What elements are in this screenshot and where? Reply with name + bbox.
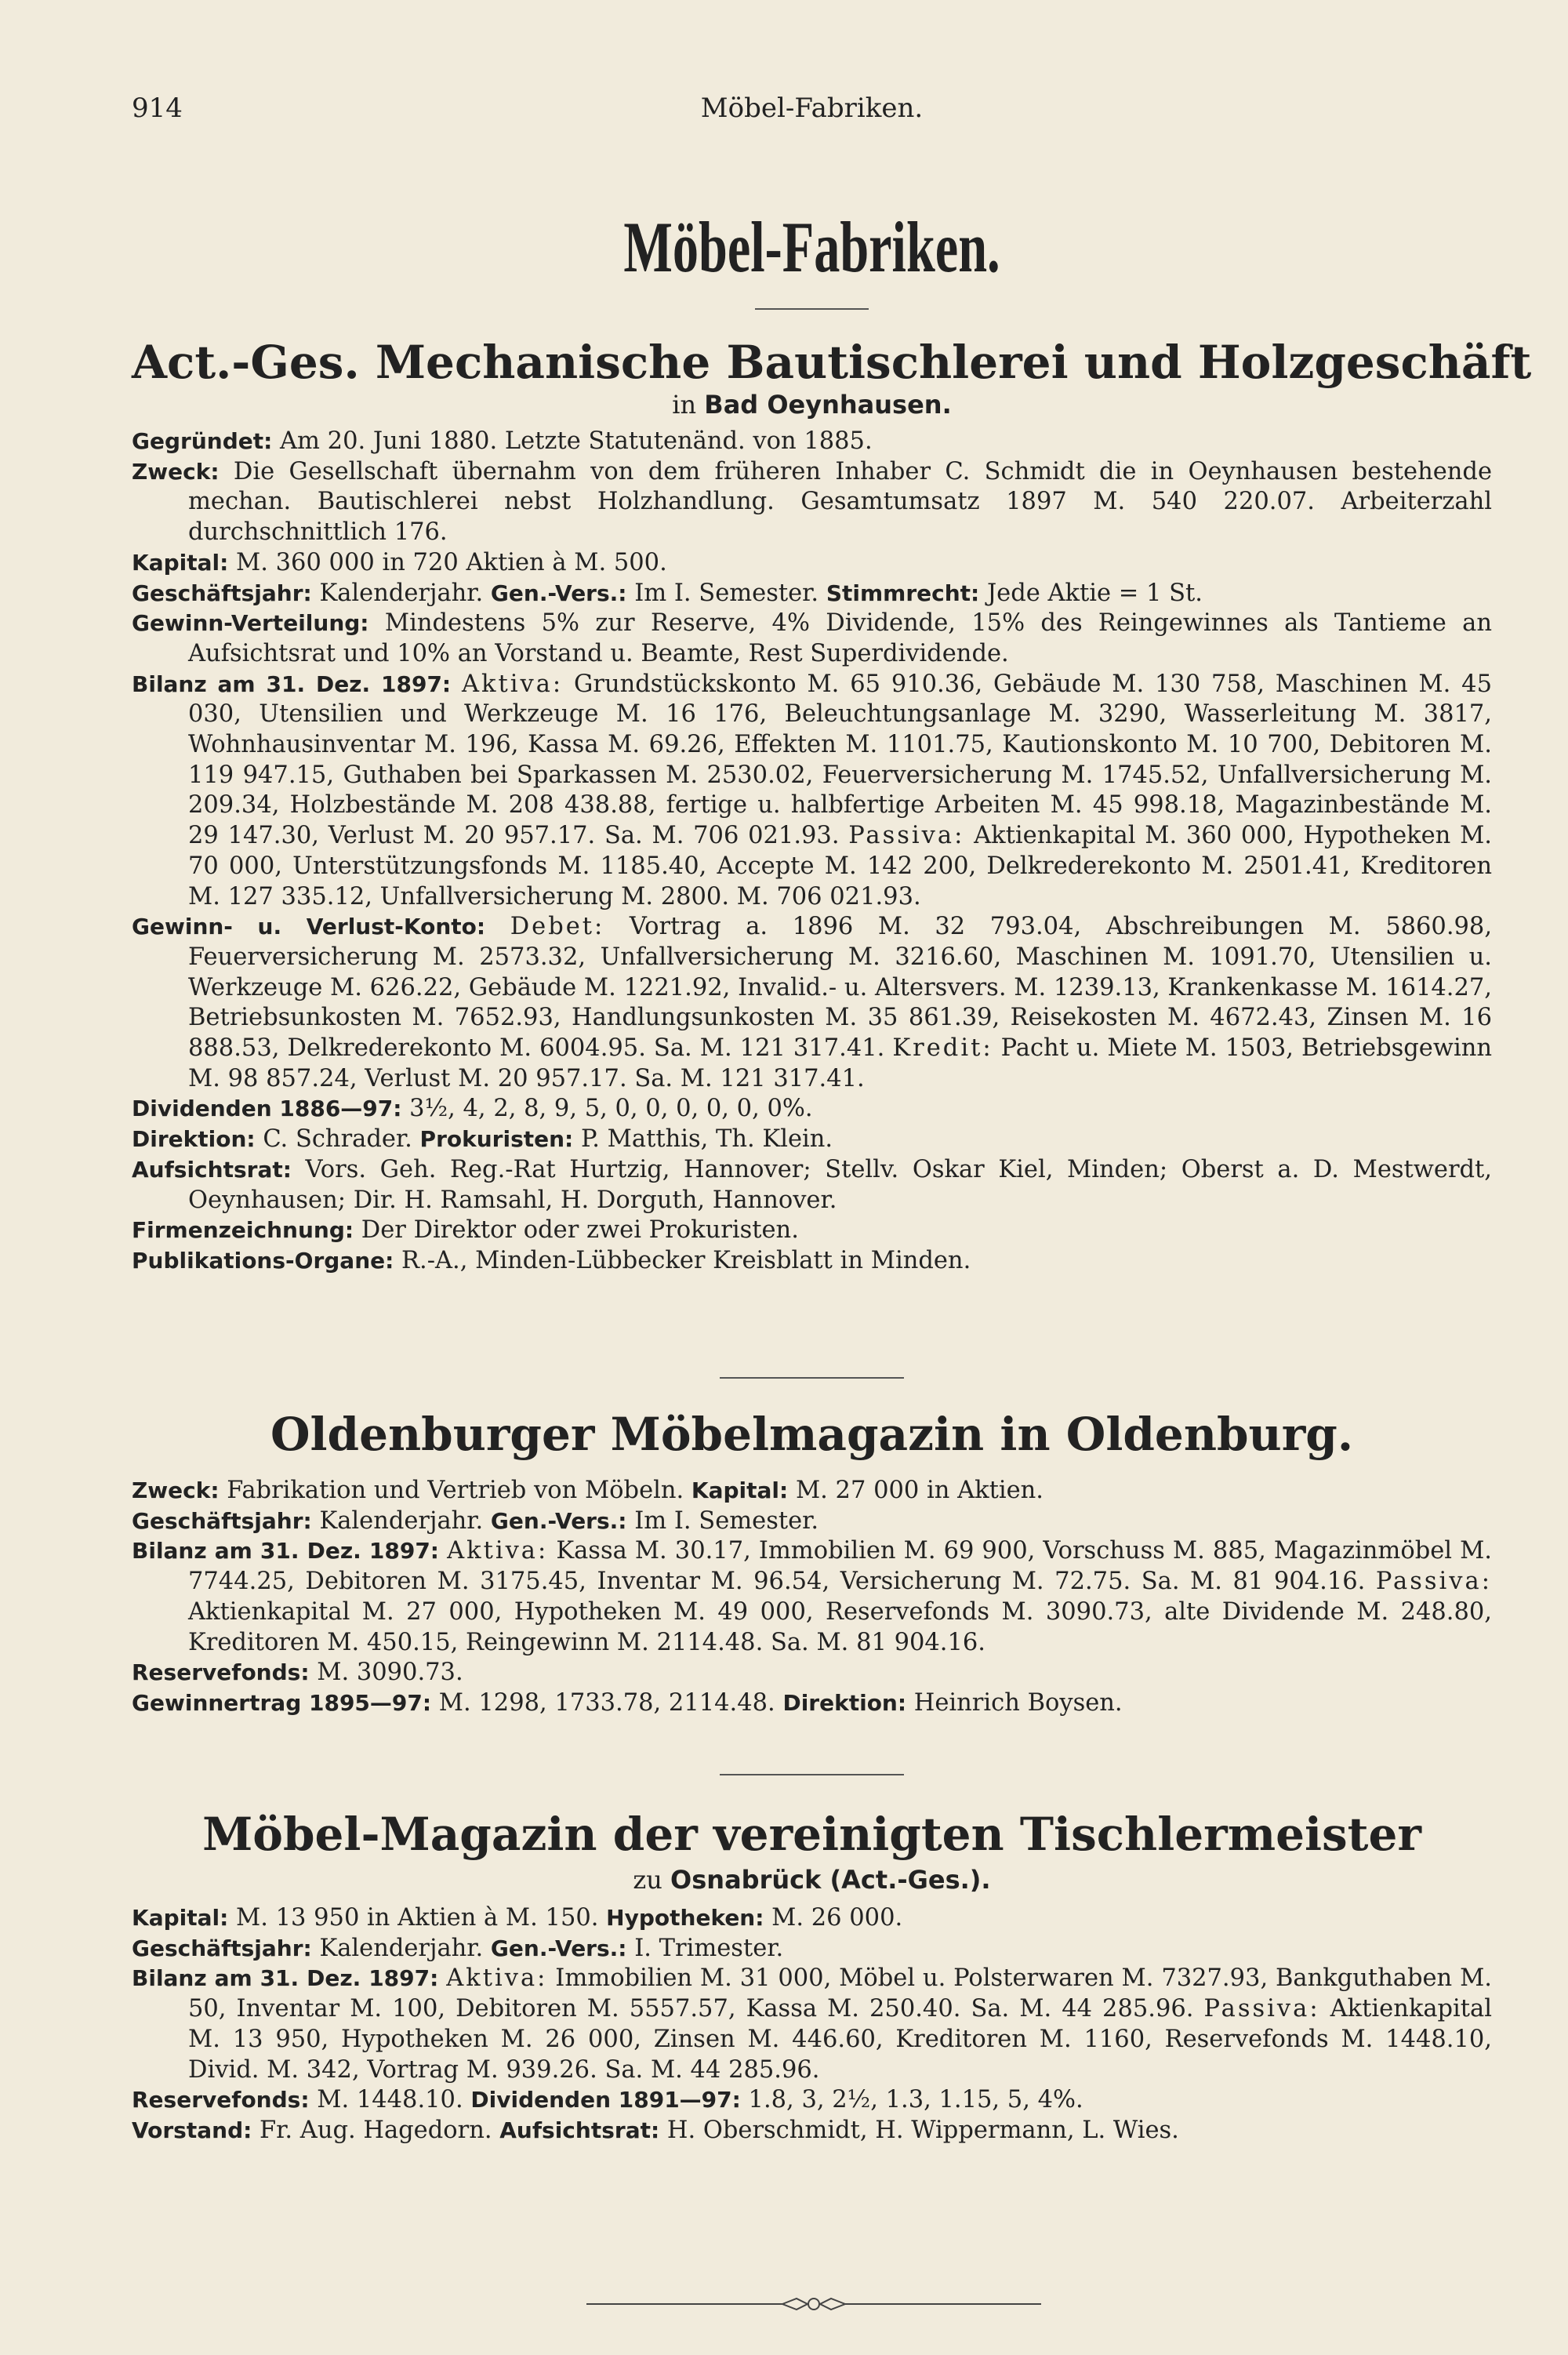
divider	[755, 308, 869, 310]
page-number: 914	[132, 93, 183, 124]
company-entries	[132, 1476, 1492, 1719]
location-prefix: zu	[633, 1865, 662, 1895]
location-name: Osnabrück (Act.-Ges.).	[670, 1865, 991, 1895]
company-title: Act.-Ges. Mechanische Bautischlerei und Holzgeschäft	[132, 336, 1532, 389]
entry-balance: Bilanz am 31. Dez. 1897: Aktiva: Immobilien M. 31 000, Möbel u. Polsterwaren M. 7327.93, Bankguthaben M. 50, Inventar M. 100, Debitoren M. 5557.57, Kassa M. 250.40. Sa. M. 44 285.96. Passiva: Aktienkapital M. 13 950, Hypotheken M. 26 000, Zinsen M. 446.60, Kreditoren M. 1160, Reservefonds M. 1448.10, Divid. M. 342, Vortrag M. 939.26. Sa. M. 44 285.96.	[132, 1964, 1492, 2084]
entry-founded: Gegründet: Am 20. Juni 1880. Letzte Statutenänd. von 1885.	[132, 427, 873, 455]
entry-fiscal-year: Geschäftsjahr: Kalenderjahr. Gen.-Vers.: Im I. Semester.	[132, 1506, 819, 1535]
entry-profit-yield: Gewinnertrag 1895—97: M. 1298, 1733.78, 2114.48. Direktion: Heinrich Boysen.	[132, 1688, 1123, 1717]
entry-balance: Bilanz am 31. Dez. 1897: Aktiva: Kassa M. 30.17, Immobilien M. 69 900, Vorschuss M. 885, Magazinmöbel M. 7744.25, Debitoren M. 3175.45, Inventar M. 96.54, Versicherung M. 72.75. Sa. M. 81 904.16. Passiva: Aktienkapital M. 27 000, Hypotheken M. 49 000, Reservefonds M. 3090.73, alte Dividende M. 248.80, Kreditoren M. 450.15, Reingewinn M. 2114.48. Sa. M. 81 904.16.	[132, 1537, 1493, 1656]
company-title: Möbel-Magazin der vereinigten Tischlermeister	[202, 1808, 1421, 1861]
entry-fiscal-year: Geschäftsjahr: Kalenderjahr. Gen.-Vers.: Im I. Semester. Stimmrecht: Jede Aktie = 1 St.	[132, 579, 1203, 607]
section-title: Möbel-Fabriken.	[623, 207, 1000, 287]
entry-balance: Bilanz am 31. Dez. 1897: Aktiva: Grundstückskonto M. 65 910.36, Gebäude M. 130 758, Maschinen M. 45 030, Utensilien und Werkzeuge M. 16 176, Beleuchtungsanlage M. 3290, Wasserleitung M. 3817, Wohnhausinventar M. 196, Kassa M. 69.26, Effekten M. 1101.75, Kautionskonto M. 10 700, Debitoren M. 119 947.15, Guthaben bei Sparkassen M. 2530.02, Feuerversicherung M. 1745.52, Unfallversicherung M. 209.34, Holzbestände M. 208 438.88, fertige u. halbfertige Arbeiten M. 45 998.18, Magazinbestände M. 29 147.30, Verlust M. 20 957.17. Sa. M. 706 021.93. Passiva: Aktienkapital M. 360 000, Hypotheken M. 70 000, Unterstützungsfonds M. 1185.40, Accepte M. 142 200, Delkrederekonto M. 2501.41, Kreditoren M. 127 335.12, Unfallversicherung M. 2800. M. 706 021.93.	[132, 670, 1492, 910]
entry-reserve-fund: Reservefonds: M. 1448.10. Dividenden 1891—97: 1.8, 3, 2½, 1.3, 1.15, 5, 4%.	[132, 2086, 1083, 2114]
entry-profit-loss: Gewinn- u. Verlust-Konto: Debet: Vortrag a. 1896 M. 32 793.04, Abschreibungen M. 5860.98, Feuerversicherung M. 2573.32, Unfallversicherung M. 3216.60, Maschinen M. 1091.70, Utensilien u. Werkzeuge M. 626.22, Gebäude M. 1221.92, Invalid.- u. Altersvers. M. 1239.13, Krankenkasse M. 1614.27, Betriebsunkosten M. 7652.93, Handlungsunkosten M. 35 861.39, Reisekosten M. 4672.43, Zinsen M. 16 888.53, Delkrederekonto M. 6004.95. Sa. M. 121 317.41. Kredit: Pacht u. Miete M. 1503, Betriebsgewinn M. 98 857.24, Verlust M. 20 957.17. Sa. M. 121 317.41.	[132, 913, 1493, 1092]
running-title: Möbel-Fabriken.	[700, 93, 924, 124]
entry-capital: Kapital: M. 13 950 in Aktien à M. 150. Hypotheken: M. 26 000.	[132, 1904, 903, 1932]
entry-dividends: Dividenden 1886—97: 3½, 4, 2, 8, 9, 5, 0, 0, 0, 0, 0, 0%.	[132, 1095, 813, 1123]
company-title: Oldenburger Möbelmagazin in Oldenburg.	[270, 1408, 1354, 1461]
entry-fiscal-year: Geschäftsjahr: Kalenderjahr. Gen.-Vers.: I. Trimester.	[132, 1934, 784, 1962]
running-header	[132, 93, 1492, 124]
divider	[720, 1774, 904, 1775]
end-ornament-icon	[586, 2292, 1041, 2316]
company-location	[132, 1865, 1492, 1895]
location-name: Bad Oeynhausen.	[704, 390, 952, 420]
entry-capital: Kapital: M. 360 000 in 720 Aktien à M. 500.	[132, 548, 667, 576]
company-entries	[132, 427, 1492, 1277]
entry-reserve-fund: Reservefonds: M. 3090.73.	[132, 1659, 463, 1687]
entry-purpose: Zweck: Die Gesellschaft übernahm von dem früheren Inhaber C. Schmidt die in Oeynhausen bestehende mechan. Bautischlerei nebst Holzhandlung. Gesamtumsatz 1897 M. 540 220.07. Arbeiterzahl durchschnittlich 176.	[132, 457, 1492, 547]
entry-supervisory-board: Aufsichtsrat: Vors. Geh. Reg.-Rat Hurtzig, Hannover; Stellv. Oskar Kiel, Minden; Oberst a. D. Mestwerdt, Oeynhausen; Dir. H. Ramsahl, H. Dorguth, Hannover.	[132, 1155, 1492, 1214]
entry-profit-distribution: Gewinn-Verteilung: Mindestens 5% zur Reserve, 4% Dividende, 15% des Reingewinnes als Tantieme an Aufsichtsrat und 10% an Vorstand u. Beamte, Rest Superdividende.	[132, 609, 1492, 667]
company-entries	[132, 1903, 1492, 2146]
location-prefix: in	[672, 390, 697, 420]
company-location	[132, 390, 1492, 420]
entry-publications: Publikations-Organe: R.-A., Minden-Lübbecker Kreisblatt in Minden.	[132, 1246, 971, 1274]
entry-purpose: Zweck: Fabrikation und Vertrieb von Möbeln. Kapital: M. 27 000 in Aktien.	[132, 1477, 1044, 1504]
divider	[720, 1377, 904, 1379]
entry-signature: Firmenzeichnung: Der Direktor oder zwei Prokuristen.	[132, 1216, 799, 1245]
entry-board: Vorstand: Fr. Aug. Hagedorn. Aufsichtsrat: H. Oberschmidt, H. Wippermann, L. Wies.	[132, 2116, 1179, 2144]
entry-management: Direktion: C. Schrader. Prokuristen: P. Matthis, Th. Klein.	[132, 1125, 833, 1154]
